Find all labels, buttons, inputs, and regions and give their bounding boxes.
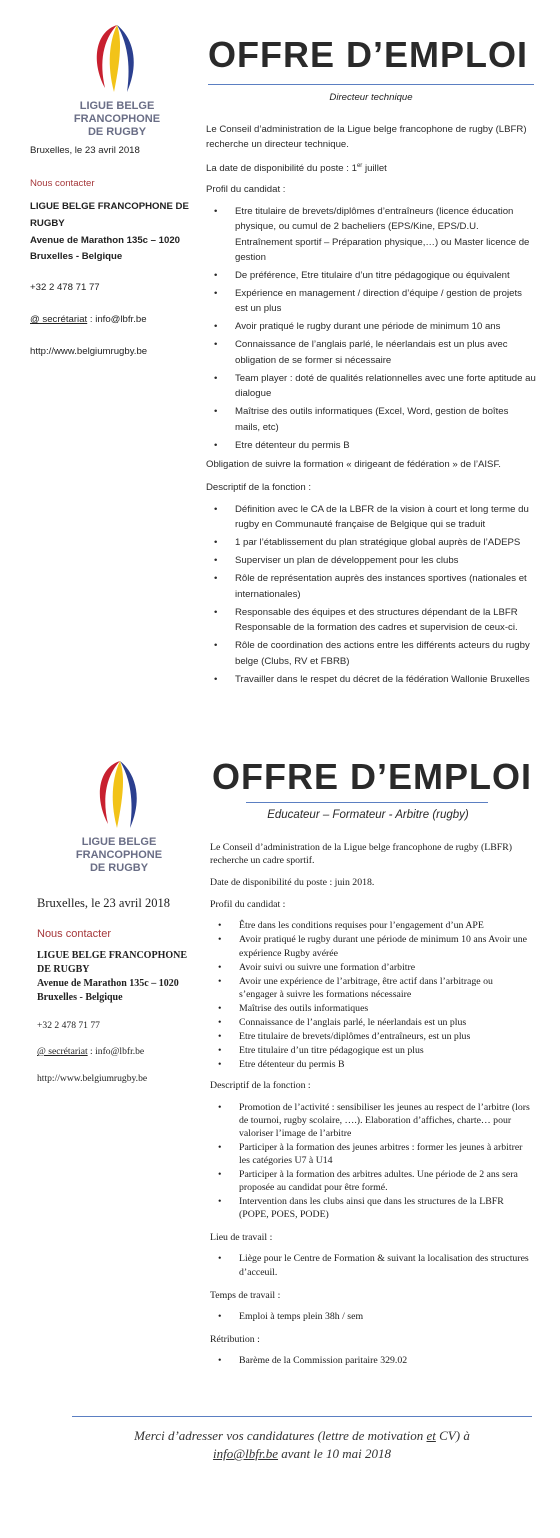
contact-address: Avenue de Marathon 135c – 1020 bbox=[30, 235, 181, 246]
list-item: • Promotion de l’activité : sensibiliser les jeunes au respect de l’arbitre (lors de tournoi, rugby scolaire, ….). Elaboration d’affiches, charte… pour valoriser l’image de l’arbitre bbox=[210, 1101, 532, 1140]
availability-text: juillet bbox=[362, 163, 387, 174]
worktime-heading: Temps de travail : bbox=[210, 1289, 281, 1301]
contact-org: LIGUE BELGE FRANCOPHONE bbox=[37, 950, 188, 961]
workplace-heading: Lieu de travail : bbox=[210, 1232, 273, 1244]
intro-paragraph: Le Conseil d’administration de la Ligue belge francophone de rugby (LBFR) recherche un cadre sportif. bbox=[210, 842, 512, 867]
list-item: • Liège pour le Centre de Formation & suivant la localisation des structures d’acceuil. bbox=[210, 1252, 532, 1278]
page-title: OFFRE D’EMPLOI bbox=[212, 756, 532, 797]
list-item: • Participer à la formation des jeunes arbitres : former les jeunes à arbitrer les catégories U7 à U14 bbox=[210, 1141, 532, 1167]
list-item: • Expérience en management / direction d’équipe / gestion de projets est un plus bbox=[206, 286, 536, 317]
contact-heading: Nous contacter bbox=[30, 178, 95, 189]
contact-org: DE RUGBY bbox=[37, 964, 90, 975]
org-name-line: DE RUGBY bbox=[87, 126, 147, 138]
list-item: • Avoir pratiqué le rugby durant une période de minimum 10 ans Avoir une expérience Rugby avérée bbox=[210, 933, 532, 959]
org-name bbox=[64, 836, 174, 875]
list-item: • Etre détenteur du permis B bbox=[210, 1058, 532, 1071]
availability bbox=[206, 159, 536, 177]
offer-date: Bruxelles, le 23 avril 2018 bbox=[30, 145, 140, 156]
offer-body bbox=[206, 122, 536, 690]
list-item: • Maîtrise des outils informatiques bbox=[210, 1002, 532, 1015]
list-item: • Définition avec le CA de la LBFR de la vision à court et long terme du rugby en Communauté française de Belgique qui se traduit bbox=[206, 502, 536, 533]
org-name bbox=[62, 100, 172, 139]
list-item: • Rôle de coordination des actions entre les différents acteurs du rugby belge (Clubs, RV et FBRB) bbox=[206, 638, 536, 669]
list-item: • Avoir pratiqué le rugby durant une période de minimum 10 ans bbox=[206, 319, 536, 334]
list-item: • Travailler dans le respet du décret de la fédération Wallonie Bruxelles bbox=[206, 672, 536, 687]
list-item: • Avoir une expérience de l’arbitrage, être actif dans l’arbitrage ou s’engager à suivre les formations nécessaire bbox=[210, 975, 532, 1001]
duties-list bbox=[210, 1101, 532, 1222]
application-instructions bbox=[72, 1416, 532, 1463]
org-name-line: FRANCOPHONE bbox=[75, 849, 163, 861]
title-divider bbox=[208, 84, 534, 85]
duties-heading: Descriptif de la fonction : bbox=[206, 482, 312, 494]
lbfr-logo-icon bbox=[90, 758, 150, 833]
footer-text: Merci d’adresser vos candidatures (lettre de motivation bbox=[134, 1428, 427, 1443]
footer-text: et bbox=[426, 1428, 436, 1443]
list-item: • De préférence, Etre titulaire d’un titre pédagogique ou équivalent bbox=[206, 268, 536, 283]
duties-heading: Descriptif de la fonction : bbox=[210, 1080, 311, 1092]
list-item: • 1 par l’établissement du plan stratégique global auprès de l’ADEPS bbox=[206, 535, 536, 550]
footer-text: avant le 10 mai 2018 bbox=[278, 1446, 392, 1461]
availability: Date de disponibilité du poste : juin 2018. bbox=[210, 877, 375, 889]
lbfr-logo-icon bbox=[87, 22, 147, 97]
offer-body bbox=[210, 841, 532, 1368]
contact-phone: +32 2 478 71 77 bbox=[30, 282, 100, 293]
list-item: • Être dans les conditions requises pour l’engagement d’un APE bbox=[210, 919, 532, 932]
worktime-list bbox=[210, 1310, 532, 1323]
list-item: • Emploi à temps plein 38h / sem bbox=[210, 1310, 532, 1323]
intro-paragraph: Le Conseil d’administration de la Ligue belge francophone de rugby (LBFR) recherche un directeur technique. bbox=[206, 124, 527, 151]
list-item: • Responsable des équipes et des structures dépendant de la LBFR Responsable de la formation des cadres et supervision de ceux-ci. bbox=[206, 605, 536, 636]
contact-email[interactable] bbox=[30, 314, 147, 325]
contact-city: Bruxelles - Belgique bbox=[37, 992, 123, 1003]
contact-website[interactable]: http://www.belgiumrugby.be bbox=[30, 346, 148, 357]
email-address[interactable]: : info@lbfr.be bbox=[87, 1046, 145, 1057]
duties-list bbox=[206, 502, 536, 687]
email-address[interactable]: : info@lbfr.be bbox=[87, 314, 147, 325]
email-label: @ secrétariat bbox=[37, 1046, 88, 1057]
contact-email[interactable] bbox=[37, 1046, 144, 1057]
profile-list bbox=[210, 919, 532, 1071]
title-divider bbox=[246, 802, 488, 803]
org-name-line: LIGUE BELGE bbox=[79, 100, 155, 112]
obligation-note: Obligation de suivre la formation « dirigeant de fédération » de l’AISF. bbox=[206, 459, 501, 471]
list-item: • Etre détenteur du permis B bbox=[206, 438, 536, 453]
contact-city: Bruxelles - Belgique bbox=[30, 251, 123, 262]
list-item: • Etre titulaire de brevets/diplômes d’entraîneurs (licence éducation physique, ou cumul de 2 bacheliers (EPS/Kine, EPS/D.U. Entraînement sportif – Préparation physique,…) ou Master licence de gestion bbox=[206, 204, 536, 266]
list-item: • Superviser un plan de développement pour les clubs bbox=[206, 553, 536, 568]
offer-date: Bruxelles, le 23 avril 2018 bbox=[37, 896, 170, 910]
workplace-list bbox=[210, 1252, 532, 1278]
contact-address: Avenue de Marathon 135c – 1020 bbox=[37, 978, 179, 989]
list-item: • Etre titulaire d’un titre pédagogique est un plus bbox=[210, 1044, 532, 1057]
org-name-line: DE RUGBY bbox=[89, 862, 149, 874]
pay-heading: Rétribution : bbox=[210, 1333, 260, 1345]
list-item: • Participer à la formation des arbitres adultes. Une période de 2 ans sera proposée au candidat pour être formé. bbox=[210, 1168, 532, 1194]
list-item: • Team player : doté de qualités relationnelles avec une forte aptitude au dialogue bbox=[206, 371, 536, 402]
list-item: • Etre titulaire de brevets/diplômes d’entraîneurs, est un plus bbox=[210, 1030, 532, 1043]
org-name-line: LIGUE BELGE bbox=[81, 836, 157, 848]
pay-list bbox=[210, 1354, 532, 1367]
position-title: Educateur – Formateur - Arbitre (rugby) bbox=[267, 809, 469, 821]
email-label: @ secrétariat bbox=[30, 314, 88, 325]
org-name-line: FRANCOPHONE bbox=[73, 113, 161, 125]
list-item: • Connaissance de l’anglais parlé, le néerlandais est un plus bbox=[210, 1016, 532, 1029]
profile-heading: Profil du candidat : bbox=[210, 899, 286, 911]
contact-org: LIGUE BELGE FRANCOPHONE DE bbox=[30, 201, 189, 212]
availability-text: La date de disponibilité du poste : 1 bbox=[206, 163, 357, 174]
list-item: • Avoir suivi ou suivre une formation d’arbitre bbox=[210, 961, 532, 974]
list-item: • Intervention dans les clubs ainsi que dans les structures de la LBFR (POPE, POES, PODE) bbox=[210, 1195, 532, 1221]
list-item: • Rôle de représentation auprès des instances sportives (nationales et internationales) bbox=[206, 571, 536, 602]
list-item: • Connaissance de l’anglais parlé, le néerlandais est un plus avec obligation de se former si nécessaire bbox=[206, 337, 536, 368]
footer-text: CV) à bbox=[435, 1428, 470, 1443]
contact-org: RUGBY bbox=[30, 218, 65, 229]
footer-line bbox=[72, 1427, 532, 1445]
profile-heading: Profil du candidat : bbox=[206, 184, 286, 196]
contact-phone: +32 2 478 71 77 bbox=[37, 1020, 100, 1031]
footer-email-link[interactable]: info@lbfr.be bbox=[212, 1446, 279, 1461]
profile-list bbox=[206, 204, 536, 453]
list-item: • Maîtrise des outils informatiques (Excel, Word, gestion de boîtes mails, etc) bbox=[206, 404, 536, 435]
contact-heading: Nous contacter bbox=[37, 928, 111, 940]
contact-website[interactable]: http://www.belgiumrugby.be bbox=[37, 1073, 148, 1084]
list-item: • Barème de la Commission paritaire 329.02 bbox=[210, 1354, 532, 1367]
position-title: Directeur technique bbox=[329, 92, 413, 103]
job-offer-educateur-arbitre bbox=[0, 738, 560, 1538]
availability-sup: er bbox=[356, 162, 363, 169]
footer-line bbox=[72, 1445, 532, 1463]
job-offer-directeur-technique bbox=[0, 0, 560, 700]
page-title: OFFRE D’EMPLOI bbox=[208, 34, 528, 75]
